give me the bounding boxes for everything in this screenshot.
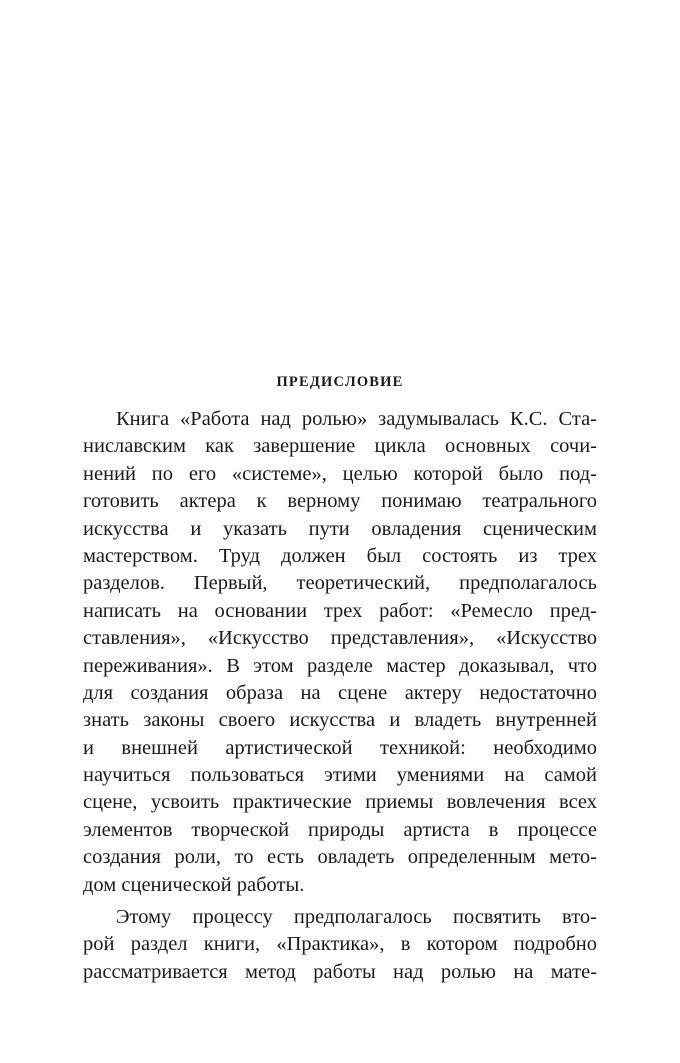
text-line: Книга «Работа над ролью» задумывалась К.С. Ста- — [116, 408, 597, 430]
text-line: научиться пользоваться этими умениями на самой — [83, 764, 597, 787]
text-line: элементов творческой природы артиста в процессе — [83, 818, 597, 841]
text-line: разделов. Первый, теоретический, предполагалось — [83, 572, 597, 595]
text-line: знать законы своего искусства и владеть внутренней — [83, 709, 597, 732]
text-line: и внешней артистической техникой: необходимо — [83, 736, 597, 759]
paragraph — [83, 406, 597, 899]
paragraph — [83, 904, 597, 986]
text-line: переживания». В этом разделе мастер доказывал, что — [83, 654, 597, 677]
text-line: написать на основании трех работ: «Ремесло пред- — [83, 599, 597, 622]
text-line: нений по его «системе», целью которой было под- — [83, 462, 597, 485]
text-line: для создания образа на сцене актеру недостаточно — [83, 681, 597, 704]
body-text — [83, 406, 597, 986]
text-line: ставления», «Искусство представления», «Искусство — [83, 627, 597, 650]
chapter-heading: ПРЕДИСЛОВИЕ — [276, 374, 404, 390]
text-line: дом сценической работы. — [83, 873, 305, 896]
text-line: ниславским как завершение цикла основных сочи- — [83, 435, 597, 458]
text-line: Этому процессу предполагалось посвятить вто- — [116, 906, 597, 929]
text-line: сцене, усвоить практические приемы вовлечения всех — [83, 791, 597, 814]
text-line: готовить актера к верному понимаю театрального — [83, 490, 597, 513]
text-line: искусства и указать пути овладения сценическим — [83, 517, 597, 540]
text-line: рассматривается метод работы над ролью на мате- — [83, 960, 597, 983]
text-line: рой раздел книги, «Практика», в котором подробно — [83, 933, 597, 956]
text-line: создания роли, то есть овладеть определенным мето- — [83, 846, 597, 869]
text-line: мастерством. Труд должен был состоять из трех — [83, 544, 597, 567]
